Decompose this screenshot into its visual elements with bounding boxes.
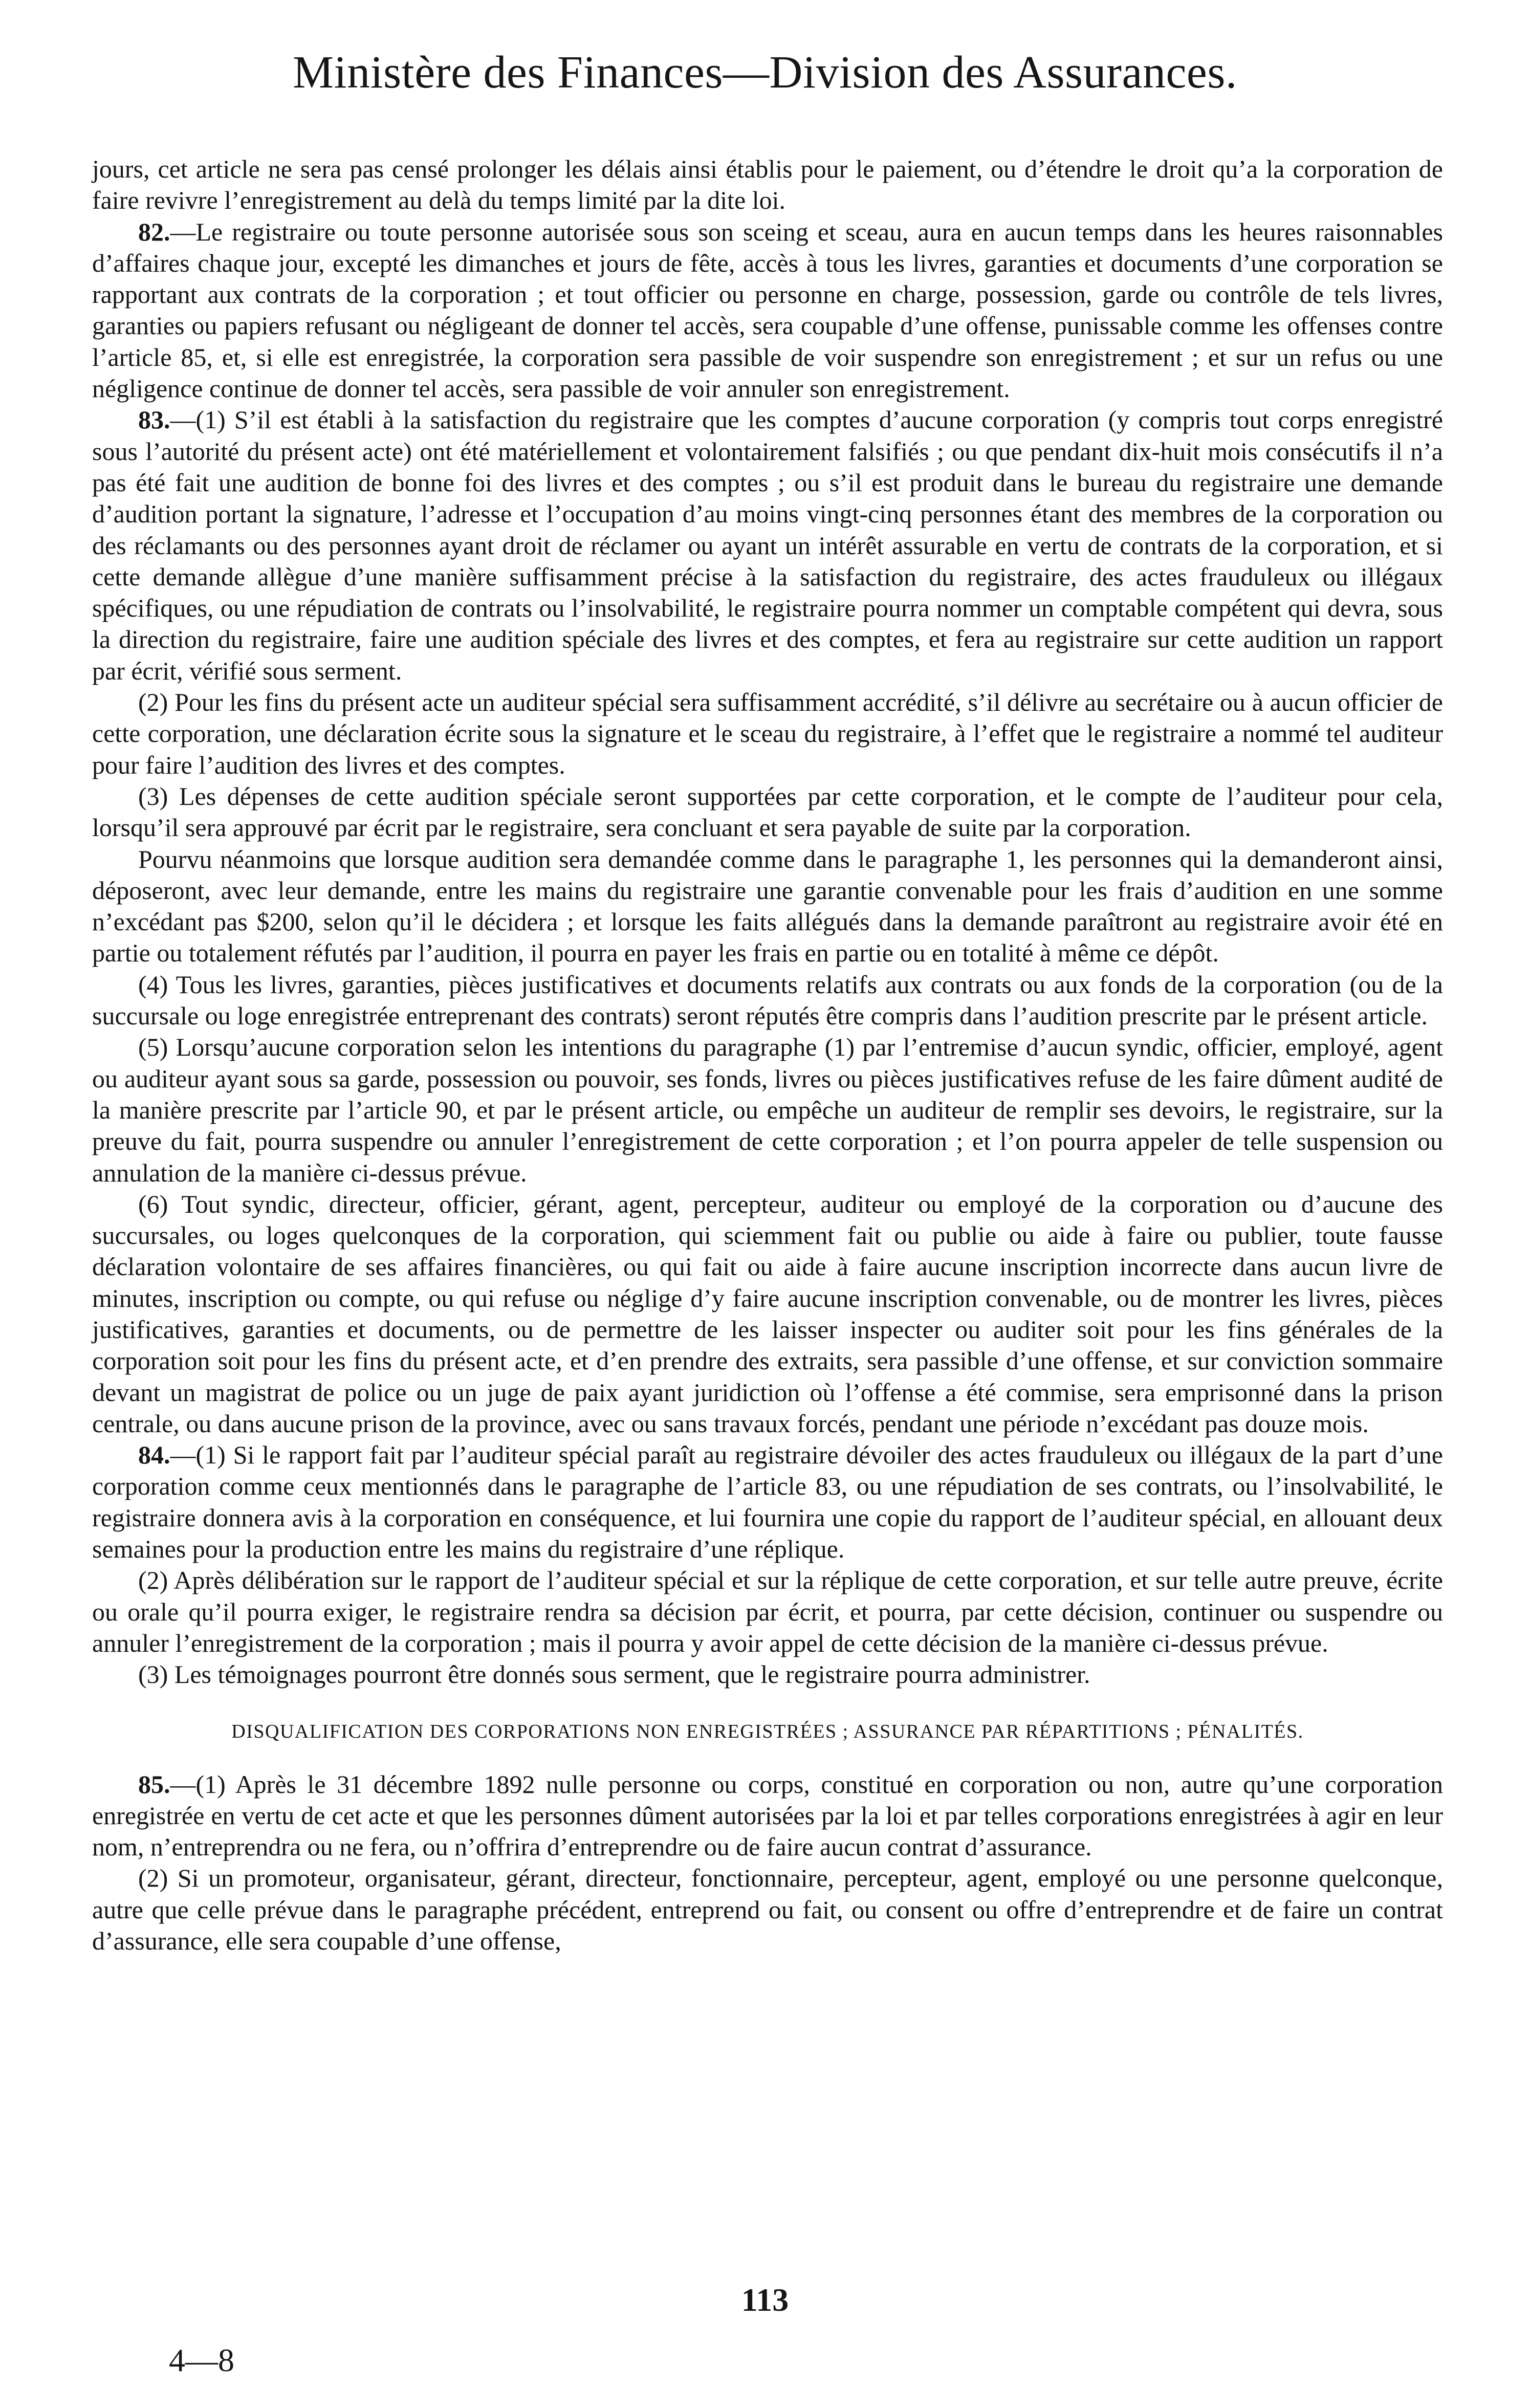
paragraph: (3) Les témoignages pourront être donnés sous serment, que le registraire pourra administrer.	[138, 1660, 1090, 1689]
section-number: 85.	[138, 1769, 170, 1799]
section-84: 84.—(1) Si le rapport fait par l’auditeur spécial paraît au registraire dévoiler des actes frauduleux ou illégaux de la part d’une corporation comme ceux mentionnés dans le paragraphe de l’article 83, ou une répudiation de ses contrats, ou l’insolvabilité, le registraire donnera avis à la corporation en conséquence, et lui fournira une copie du rapport de l’auditeur spécial, en allouant deux semaines pour la production entre les mains du registraire d’une réplique.	[92, 1440, 1443, 1564]
paragraph: (4) Tous les livres, garanties, pièces justificatives et documents relatifs aux contrats ou aux fonds de la corporation (ou de la succursale ou loge enregistrée entreprenant des contrats) seront réputés être compris dans l’audition prescrite par le présent article.	[92, 970, 1443, 1031]
section-number: 82.	[138, 217, 170, 246]
signature-mark: 4—8	[169, 2342, 234, 2378]
section-82: 82.—Le registraire ou toute personne autorisée sous son sceing et sceau, aura en aucun temps dans les heures raisonnables d’affaires chaque jour, excepté les dimanches et jours de fête, accès à tous les livres, garanties et documents d’une corporation se rapportant aux contrats de la corporation ; et tout officier ou personne en charge, possession, garde ou contrôle de tels livres, garanties ou papiers refusant ou négligeant de donner tel accès, sera coupable d’une offense, punissable comme les offenses contre l’article 85, et, si elle est enregistrée, la corporation sera passible de voir suspendre son enregistrement ; et sur un refus ou une négligence continue de donner tel accès, sera passible de voir annuler son enregistrement.	[92, 217, 1443, 403]
section-83: 83.—(1) S’il est établi à la satisfaction du registraire que les comptes d’aucune corporation (y compris tout corps enregistré sous l’autorité du présent acte) ont été matériellement et volontairement falsifiés ; ou que pendant dix-huit mois consécutifs il n’a pas été fait une audition de bonne foi des livres et des comptes ; ou s’il est produit dans le bureau du registraire une demande d’audition portant la signature, l’adresse et l’occupation d’au moins vingt-cinq personnes étant des membres de la corporation ou des réclamants ou des personnes ayant droit de réclamer ou ayant un intérêt assurable en vertu de contrats de la corporation, et si cette demande allègue d’une manière suffisamment précise à la satisfaction du registraire, des actes frauduleux ou illégaux spécifiques, ou une répudiation de contrats ou l’insolvabilité, le registraire pourra nommer un comptable compétent qui devra, sous la direction du registraire, faire une audition spéciale des livres et des comptes, et fera au registraire sur cette audition un rapport par écrit, vérifié sous serment.	[92, 405, 1443, 685]
section-number: 84.	[138, 1440, 170, 1470]
section-heading: DISQUALIFICATION DES CORPORATIONS NON ENREGISTRÉES ; ASSURANCE PAR RÉPARTITIONS ; PÉNALITÉS.	[231, 1720, 1304, 1742]
page-number: 113	[741, 2282, 789, 2318]
paragraph: jours, cet article ne sera pas censé prolonger les délais ainsi établis pour le paiement, ou d’étendre le droit qu’a la corporation de faire revivre l’enregistrement au delà du temps limité par la dite loi.	[92, 155, 1443, 215]
paragraph: (2) Si un promoteur, organisateur, gérant, directeur, fonctionnaire, percepteur, agent, employé ou une personne quelconque, autre que celle prévue dans le paragraphe précédent, entreprend ou fait, ou consent ou offre d’entreprendre et de faire un contrat d’assurance, elle sera coupable d’une offense,	[92, 1864, 1443, 1956]
paragraph: (2) Pour les fins du présent acte un auditeur spécial sera suffisamment accrédité, s’il délivre au secrétaire ou à aucun officier de cette corporation, une déclaration écrite sous la signature et le sceau du registraire, à l’effet que le registraire a nommé tel auditeur pour faire l’audition des livres et des comptes.	[92, 688, 1443, 779]
paragraph: Pourvu néanmoins que lorsque audition sera demandée comme dans le paragraphe 1, les personnes qui la demanderont ainsi, déposeront, avec leur demande, entre les mains du registraire une garantie convenable pour les frais d’audition en une somme n’excédant pas $200, selon qu’il le décidera ; et lorsque les faits allégués dans la demande paraîtront au registraire avoir été en partie ou totalement réfutés par l’audition, il pourra en payer les frais en partie ou en totalité à même ce dépôt.	[92, 844, 1443, 968]
paragraph: (5) Lorsqu’aucune corporation selon les intentions du paragraphe (1) par l’entremise d’aucun syndic, officier, employé, agent ou auditeur ayant sous sa garde, possession ou pouvoir, ses fonds, livres ou pièces justificatives refuse de les faire dûment audité de la manière prescrite par l’article 90, et par le présent article, ou empêche un auditeur de remplir ses devoirs, le registraire, sur la preuve du fait, pourra suspendre ou annuler l’enregistrement de cette corporation ; et l’on pourra appeler de telle suspension ou annulation de la manière ci-dessus prévue.	[92, 1033, 1443, 1187]
paragraph: (2) Après délibération sur le rapport de l’auditeur spécial et sur la réplique de cette corporation, et sur telle autre preuve, écrite ou orale qu’il pourra exiger, le registraire rendra sa décision par écrit, et pourra, par cette décision, continuer ou suspendre ou annuler l’enregistrement de la corporation ; mais il pourra y avoir appel de cette décision de la manière ci-dessus prévue.	[92, 1566, 1443, 1657]
body-text	[92, 154, 1443, 1957]
page-header: Ministère des Finances—Division des Assurances.	[293, 47, 1237, 98]
section-85: 85.—(1) Après le 31 décembre 1892 nulle personne ou corps, constitué en corporation ou non, autre qu’une corporation enregistrée en vertu de cet acte et que les personnes dûment autorisées par la loi et par telles corporations enregistrées à agir en leur nom, n’entreprendra ou ne fera, ou n’offrira d’entreprendre ou de faire aucun contrat d’assurance.	[92, 1769, 1443, 1862]
paragraph: (6) Tout syndic, directeur, officier, gérant, agent, percepteur, auditeur ou employé de la corporation ou d’aucune des succursales, ou loges quelconques de la corporation, qui sciemment fait ou publie ou aide à faire ou publier, toute fausse déclaration volontaire de ses affaires financières, ou qui fait ou aide à faire aucune inscription incorrecte dans aucun livre de minutes, inscription ou compte, ou qui refuse ou néglige d’y faire aucune inscription convenable, ou de montrer les livres, pièces justificatives, garanties et documents, ou de permettre de les laisser inspecter ou auditer soit pour les fins générales de la corporation soit pour les fins du présent acte, et d’en prendre des extraits, sera passible d’une offense, et sur conviction sommaire devant un magistrat de police ou un juge de paix ayant juridiction où l’offense a été commise, sera emprisonné dans la prison centrale, ou dans aucune prison de la province, avec ou sans travaux forcés, pendant une période n’excédant pas douze mois.	[92, 1189, 1443, 1438]
paragraph: (3) Les dépenses de cette audition spéciale seront supportées par cette corporation, et le compte de l’auditeur pour cela, lorsqu’il sera approuvé par écrit par le registraire, sera concluant et sera payable de suite par la corporation.	[92, 781, 1443, 842]
section-number: 83.	[138, 405, 170, 434]
